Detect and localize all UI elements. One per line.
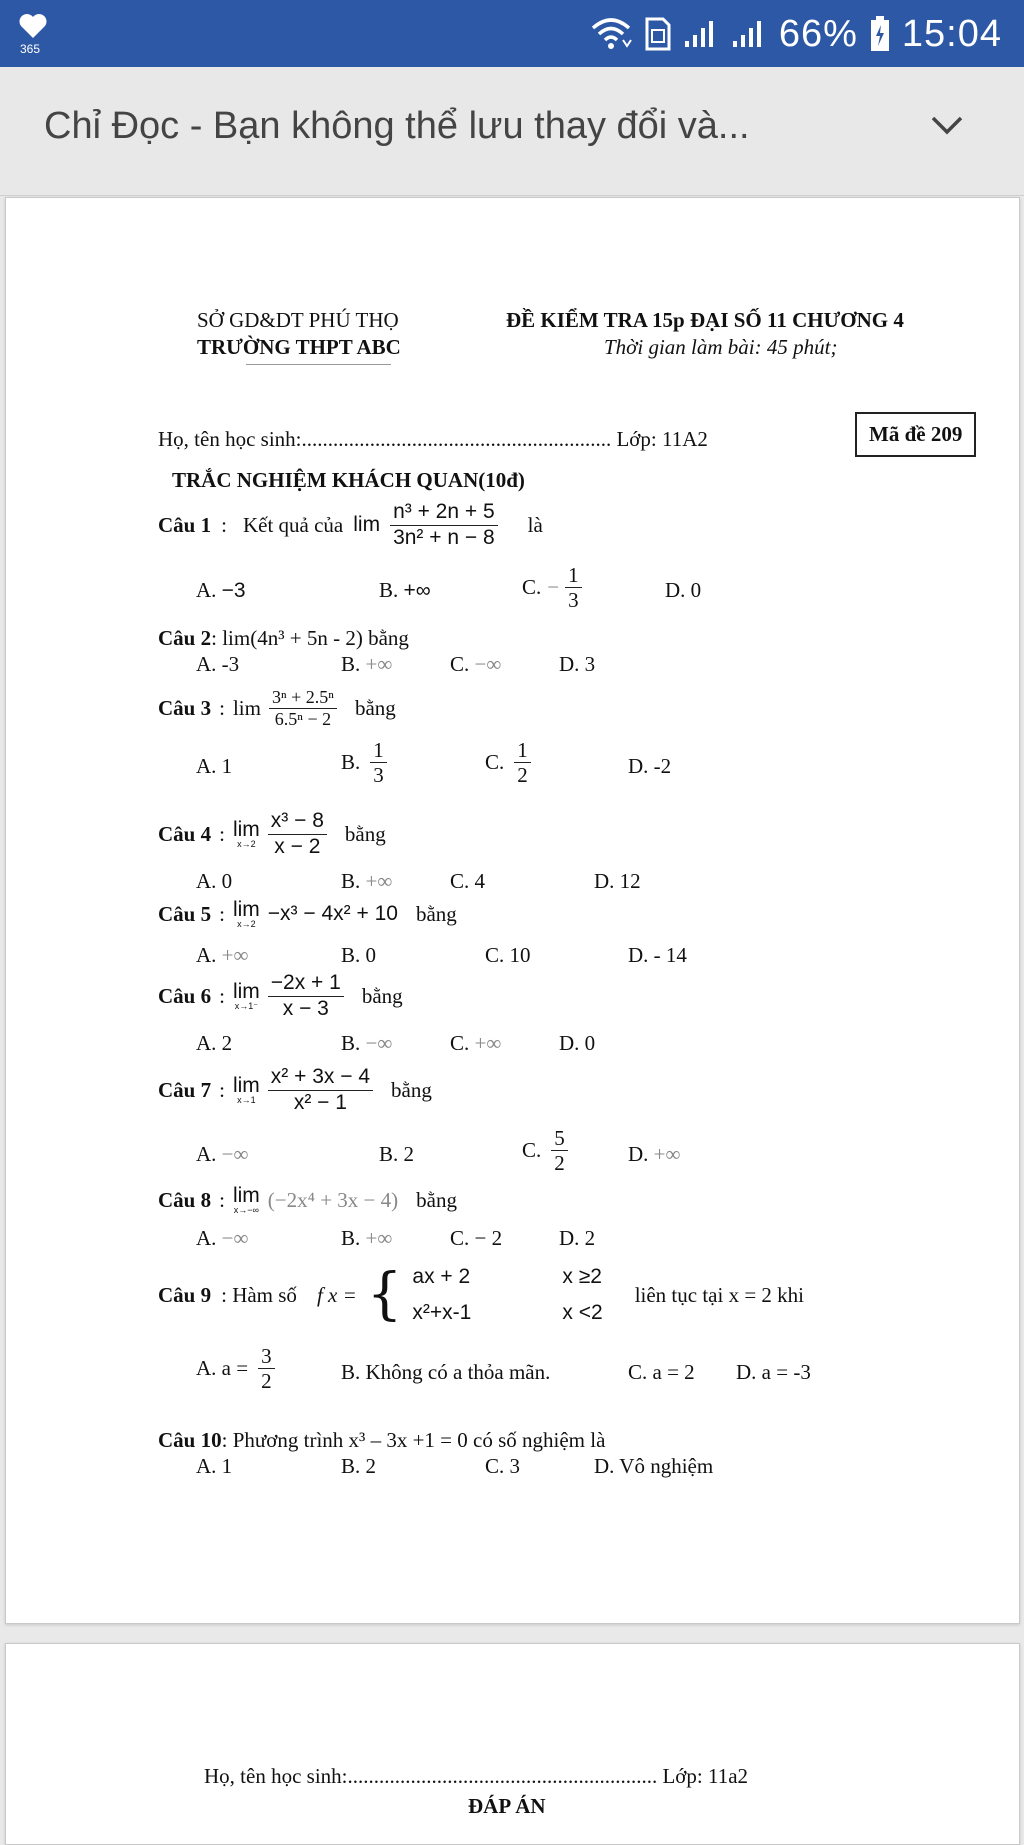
q2-option-c[interactable]: C. −∞ (450, 652, 502, 676)
q6-option-a[interactable]: A. 2 (196, 1031, 233, 1055)
clock: 15:04 (901, 12, 1002, 55)
question-9: Câu 9 : Hàm số f x = { ax + 2 x ≥2 x²+x-1 x <2 liên tục tại x = 2 khi (158, 1262, 804, 1327)
q5-option-a[interactable]: A. +∞ (196, 943, 249, 967)
student-line: Họ, tên học sinh:........................................................... Lớp: 11A2 (158, 427, 708, 451)
q10-option-a[interactable]: A. 1 (196, 1454, 233, 1478)
exam-code-box: Mã đề 209 (855, 412, 976, 457)
header-dept: SỞ GD&DT PHÚ THỌ (197, 308, 399, 332)
battery-icon (870, 16, 890, 52)
q7-option-c[interactable]: C. $\frac{5}{2}$ (522, 1126, 568, 1175)
battery-percent: 66% (778, 12, 858, 55)
q4-option-a[interactable]: A. 0 (196, 869, 233, 893)
q6-option-b[interactable]: B. −∞ (341, 1031, 393, 1055)
exam-title: ĐỀ KIỂM TRA 15p ĐẠI SỐ 11 CHƯƠNG 4 (506, 308, 904, 332)
q1-text: Kết quả của (242, 512, 344, 537)
question-8: Câu 8 : lim x→−∞ (−2x⁴ + 3x − 4) bằng (158, 1184, 457, 1215)
readonly-message: Chỉ Đọc - Bạn không thể lưu thay đổi và... (44, 105, 750, 147)
page2-student-line: Họ, tên học sinh:........................................................... Lớp: 11a2 (204, 1764, 749, 1788)
question-3: Câu 3 : lim $\frac{\text{3ⁿ + 2.5ⁿ}}{\text{6.5ⁿ − 2}}$ bằng (158, 686, 396, 729)
q1-option-d[interactable]: D. 0 (665, 578, 702, 602)
q5-option-c[interactable]: C. 10 (485, 943, 531, 967)
q9-option-d[interactable]: D. a = -3 (736, 1360, 811, 1384)
signal-icon (683, 19, 719, 49)
q4-option-d[interactable]: D. 12 (594, 869, 641, 893)
question-6: Câu 6 : lim x→1⁻ $\frac{-2x + 1}{x - 3}$ bằng (158, 971, 403, 1020)
q7-option-d[interactable]: D. +∞ (628, 1142, 681, 1166)
app-label: 365 (20, 42, 41, 56)
q8-option-a[interactable]: A. −∞ (196, 1226, 249, 1250)
q10-option-b[interactable]: B. 2 (341, 1454, 377, 1478)
sim-icon (645, 17, 671, 51)
q9-option-c[interactable]: C. a = 2 (628, 1360, 695, 1384)
q2-option-a[interactable]: A. -3 (196, 652, 240, 676)
q2-option-d[interactable]: D. 3 (559, 652, 596, 676)
school-underline (246, 364, 391, 365)
q9-option-b[interactable]: B. Không có a thỏa mãn. (341, 1360, 551, 1384)
q3-option-d[interactable]: D. -2 (628, 754, 672, 778)
q6-option-d[interactable]: D. 0 (559, 1031, 596, 1055)
q10-option-c[interactable]: C. 3 (485, 1454, 521, 1478)
q1-tail: là (527, 512, 543, 537)
section-title: TRẮC NGHIỆM KHÁCH QUAN(10đ) (172, 468, 525, 492)
q1-option-c[interactable]: C. − $\frac{1}{3}$ (522, 563, 582, 612)
q3-option-a[interactable]: A. 1 (196, 754, 233, 778)
q1-option-a[interactable]: A. −3 (196, 578, 246, 602)
q7-option-a[interactable]: A. −∞ (196, 1142, 249, 1166)
question-2: Câu 2: lim(4n³ + 5n - 2) bằng (158, 626, 409, 650)
header-school: TRƯỜNG THPT ABC (197, 335, 401, 359)
document-page-1[interactable] (5, 197, 1020, 1624)
q3-option-b[interactable]: B. $\frac{1}{3}$ (341, 738, 387, 787)
q4-option-b[interactable]: B. +∞ (341, 869, 393, 893)
question-5: Câu 5 : lim x→2 −x³ − 4x² + 10 bằng (158, 898, 457, 929)
q5-option-b[interactable]: B. 0 (341, 943, 377, 967)
answer-title: ĐÁP ÁN (468, 1794, 546, 1818)
question-7: Câu 7 : lim x→1 $\frac{\text{x² + 3x − 4}}{\text{x² − 1}}$ bằng (158, 1065, 432, 1114)
q8-option-b[interactable]: B. +∞ (341, 1226, 393, 1250)
document-page-2[interactable] (5, 1643, 1020, 1845)
heart-app-icon (18, 12, 58, 56)
q1-num: n³ + 2n + 5 (390, 500, 498, 525)
q1-den: 3n² + n − 8 (393, 525, 495, 549)
signal-icon-2 (731, 19, 767, 49)
q3-option-c[interactable]: C. $\frac{1}{2}$ (485, 738, 531, 787)
q6-option-c[interactable]: C. +∞ (450, 1031, 502, 1055)
q7-option-b[interactable]: B. 2 (379, 1142, 415, 1166)
question-1: Câu 1 : Kết quả của lim $\frac{\text{n³ + 2n + 5}}{\text{3n² + n − 8}}$ là (158, 500, 543, 549)
q1-option-b[interactable]: B. +∞ (379, 578, 431, 602)
status-bar (0, 0, 1024, 67)
wifi-icon (589, 16, 633, 52)
q4-option-c[interactable]: C. 4 (450, 869, 486, 893)
q8-option-d[interactable]: D. 2 (559, 1226, 596, 1250)
question-10: Câu 10: Phương trình x³ – 3x +1 = 0 có số nghiệm là (158, 1428, 606, 1452)
readonly-bar[interactable] (0, 67, 1024, 196)
q1-label: Câu 1 (158, 512, 212, 537)
piecewise-brace: { (366, 1262, 403, 1327)
exam-time: Thời gian làm bài: 45 phút; (604, 335, 838, 359)
q8-option-c[interactable]: C. − 2 (450, 1226, 503, 1250)
q5-option-d[interactable]: D. - 14 (628, 943, 687, 967)
q2-option-b[interactable]: B. +∞ (341, 652, 393, 676)
chevron-down-icon[interactable] (930, 115, 964, 141)
q10-option-d[interactable]: D. Vô nghiệm (594, 1454, 714, 1478)
question-4: Câu 4 : lim x→2 $\frac{\text{x³ − 8}}{x - 2}$ bằng (158, 809, 386, 858)
q9-option-a[interactable]: A. a = $\frac{3}{2}$ (196, 1344, 275, 1393)
q1-lim: lim (353, 513, 381, 536)
